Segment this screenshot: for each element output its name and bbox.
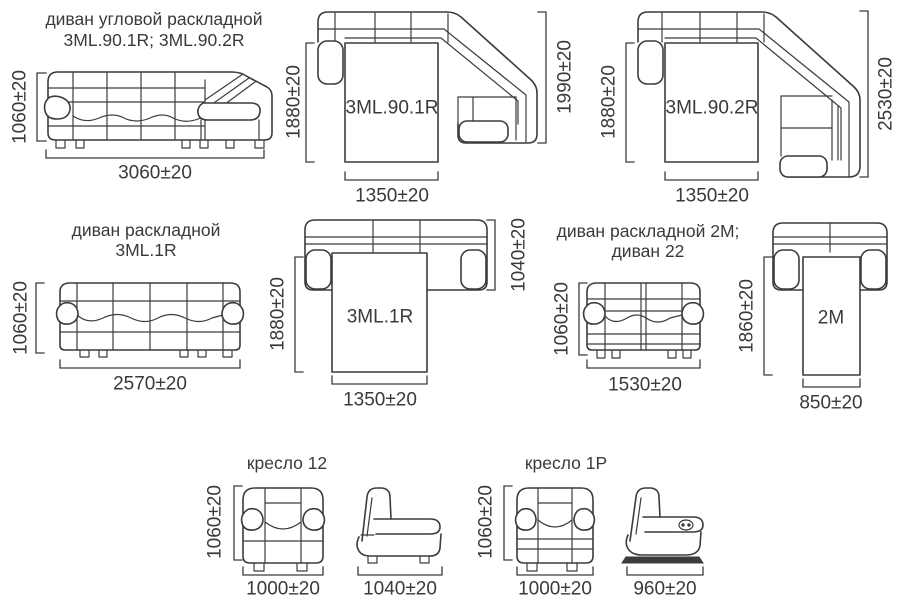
dim-label-2m-front-height: 1060±20 <box>551 282 573 356</box>
sofa-3ml1r-title-line2: 3ML.1R <box>115 240 177 260</box>
sofa-2m-title-line2: диван 22 <box>611 241 685 261</box>
chair-1p-recliner-base <box>622 557 703 563</box>
chair-12-side-armrest <box>374 519 440 534</box>
sofa-3ml1r-front-dividers <box>77 283 223 350</box>
top-90-1r-left-armrest <box>318 41 343 84</box>
chair-1p-recliner-handle <box>679 520 693 530</box>
dim-label-top-2m-left: 1860±20 <box>736 279 758 353</box>
dim-label-chair-12-height: 1060±20 <box>204 485 226 559</box>
corner-sofa-front-legs <box>56 140 264 148</box>
chair-1p-front-legs <box>527 563 577 571</box>
corner-sofa-front-chaise-cushion <box>198 103 260 120</box>
chair-1p-front-left-armrest <box>516 509 536 530</box>
sofa-2m-front-seat-wave <box>605 315 682 322</box>
dim-bracket-90-1r-bottom <box>345 172 438 180</box>
dim-bracket-chair-1p-side-width <box>627 567 703 575</box>
top-2m-right-armrest <box>861 250 886 289</box>
sofa-2m-front-legs <box>597 350 691 358</box>
sofa-3ml1r-front-legs <box>80 350 232 357</box>
dim-bracket-90-2r-right <box>860 11 868 177</box>
figure-sofa-3ml1r-front <box>11 220 244 395</box>
figure-chair-1p <box>476 453 704 600</box>
chair-1p-side-back-inner <box>636 498 641 534</box>
dim-label-chair-12-side-width: 1040±20 <box>363 578 437 600</box>
figure-chair-12 <box>205 453 443 600</box>
dim-bracket-chair-12-side-width <box>358 567 442 575</box>
corner-sofa-front-chaise-front <box>201 120 259 140</box>
top-3ml1r-back-inner <box>305 237 487 244</box>
sofa-2m-front-back-lines <box>587 299 700 344</box>
chair-12-front-legs <box>254 563 307 571</box>
chair-12-front-right-armrest <box>303 509 324 530</box>
chair-12-side-back-inner <box>367 498 372 536</box>
dim-label-90-1r-right: 1990±20 <box>554 40 576 114</box>
chair-1p-handle-dot-left <box>682 524 684 526</box>
top-90-2r-corner-armrest <box>780 156 827 177</box>
dim-bracket-top-3ml1r-bottom <box>332 376 427 384</box>
chair-1p-front-arm-columns <box>538 488 572 563</box>
chair-12-title: кресло 12 <box>246 453 328 473</box>
dim-label-3ml1r-front-width: 2570±20 <box>113 373 187 395</box>
sofa-3ml1r-title-line1: диван раскладной <box>71 220 221 240</box>
dim-bracket-chair-12-height <box>234 486 242 560</box>
chair-12-front-seat-curve <box>265 522 301 529</box>
corner-sofa-title-line2: 3ML.90.1R; 3ML.90.2R <box>63 30 245 50</box>
corner-sofa-front-dividers <box>73 72 205 140</box>
chair-1p-side-body <box>626 532 701 555</box>
dim-bracket-90-1r-right <box>538 12 546 143</box>
chair-12-side-feet <box>368 556 429 563</box>
chair-1p-side-armrest <box>643 517 703 532</box>
dim-bracket-top-3ml1r-left <box>295 257 303 372</box>
corner-sofa-title-line1: диван угловой раскладной <box>45 9 263 29</box>
dim-label-corner-front-height: 1060±20 <box>9 70 31 144</box>
dim-label-corner-front-width: 3060±20 <box>118 162 192 184</box>
sofa-3ml1r-front-right-armrest <box>222 303 243 324</box>
dim-label-top-3ml1r-left: 1880±20 <box>267 277 289 351</box>
dim-label-2m-front-width: 1530±20 <box>608 374 682 396</box>
top-2m-left-armrest <box>774 250 799 289</box>
dim-label-90-2r-bottom: 1350±20 <box>675 185 749 207</box>
dim-bracket-90-2r-bottom <box>665 172 758 180</box>
dim-label-top-2m-bottom: 850±20 <box>799 392 863 414</box>
dim-label-90-2r-left: 1880±20 <box>598 65 620 139</box>
dim-bracket-2m-front-width <box>587 360 700 368</box>
top-90-2r-corner-seat <box>781 96 838 160</box>
figure-top-view-90-2r <box>599 11 897 207</box>
dim-label-3ml1r-front-height: 1060±20 <box>10 281 32 355</box>
top-2m-bed-label: 2M <box>817 307 845 329</box>
dim-bracket-top-2m-bottom <box>803 379 860 387</box>
dim-bracket-chair-1p-height <box>504 486 512 560</box>
dim-label-chair-1p-front-width: 1000±20 <box>518 578 592 600</box>
top-3ml1r-left-armrest <box>306 250 331 289</box>
figure-top-view-3ml1r <box>268 218 530 410</box>
dim-bracket-corner-front-width <box>46 150 264 158</box>
top-90-2r-bed-label: 3ML.90.2R <box>665 97 759 119</box>
dim-label-90-1r-left: 1880±20 <box>283 65 305 139</box>
top-3ml1r-back-dividers <box>373 220 420 252</box>
dim-label-chair-12-front-width: 1000±20 <box>246 578 320 600</box>
chair-12-side-back <box>362 488 391 541</box>
dim-bracket-3ml1r-front-width <box>60 360 240 368</box>
figure-corner-sofa-front <box>10 9 273 184</box>
chair-12-front-left-armrest <box>242 509 263 530</box>
dim-bracket-top-3ml1r-right <box>487 220 495 290</box>
dim-label-chair-1p-height: 1060±20 <box>475 485 497 559</box>
figure-sofa-2m <box>552 221 888 414</box>
dim-label-chair-1p-side-width: 960±20 <box>633 578 697 600</box>
top-90-2r-left-armrest <box>638 41 663 84</box>
dim-label-90-1r-bottom: 1350±20 <box>355 185 429 207</box>
chair-1p-front-seat-curve <box>538 520 572 527</box>
chair-1p-handle-dot-right <box>688 524 690 526</box>
top-3ml1r-bed-label: 3ML.1R <box>346 306 414 328</box>
dim-bracket-3ml1r-front-height <box>36 283 44 353</box>
sofa-3ml1r-front-left-armrest <box>57 303 78 324</box>
dim-label-90-2r-right: 2530±20 <box>875 57 897 131</box>
figure-top-view-90-1r <box>284 12 576 207</box>
sofa-2m-front-right-armrest <box>682 303 703 324</box>
top-90-1r-bed-label: 3ML.90.1R <box>345 97 439 119</box>
dim-bracket-90-1r-left <box>306 43 314 162</box>
dim-bracket-top-2m-left <box>764 257 772 375</box>
chair-1p-side-back <box>630 488 660 541</box>
top-90-1r-corner-armrest <box>459 121 508 142</box>
sofa-2m-title-line1: диван раскладной 2М; <box>556 221 740 241</box>
sofa-2m-front-left-armrest <box>584 303 605 324</box>
top-3ml1r-right-armrest <box>461 250 486 289</box>
chair-1p-front-right-armrest <box>574 509 594 530</box>
corner-sofa-front-left-armrest <box>45 96 71 119</box>
dim-bracket-90-2r-left <box>626 43 634 162</box>
dim-label-top-3ml1r-right: 1040±20 <box>508 218 530 292</box>
chair-1p-title: кресло 1Р <box>524 453 608 473</box>
dim-label-top-3ml1r-bottom: 1350±20 <box>343 389 417 411</box>
chair-12-side-body <box>357 534 441 556</box>
corner-sofa-front-seat-wave <box>73 115 205 121</box>
